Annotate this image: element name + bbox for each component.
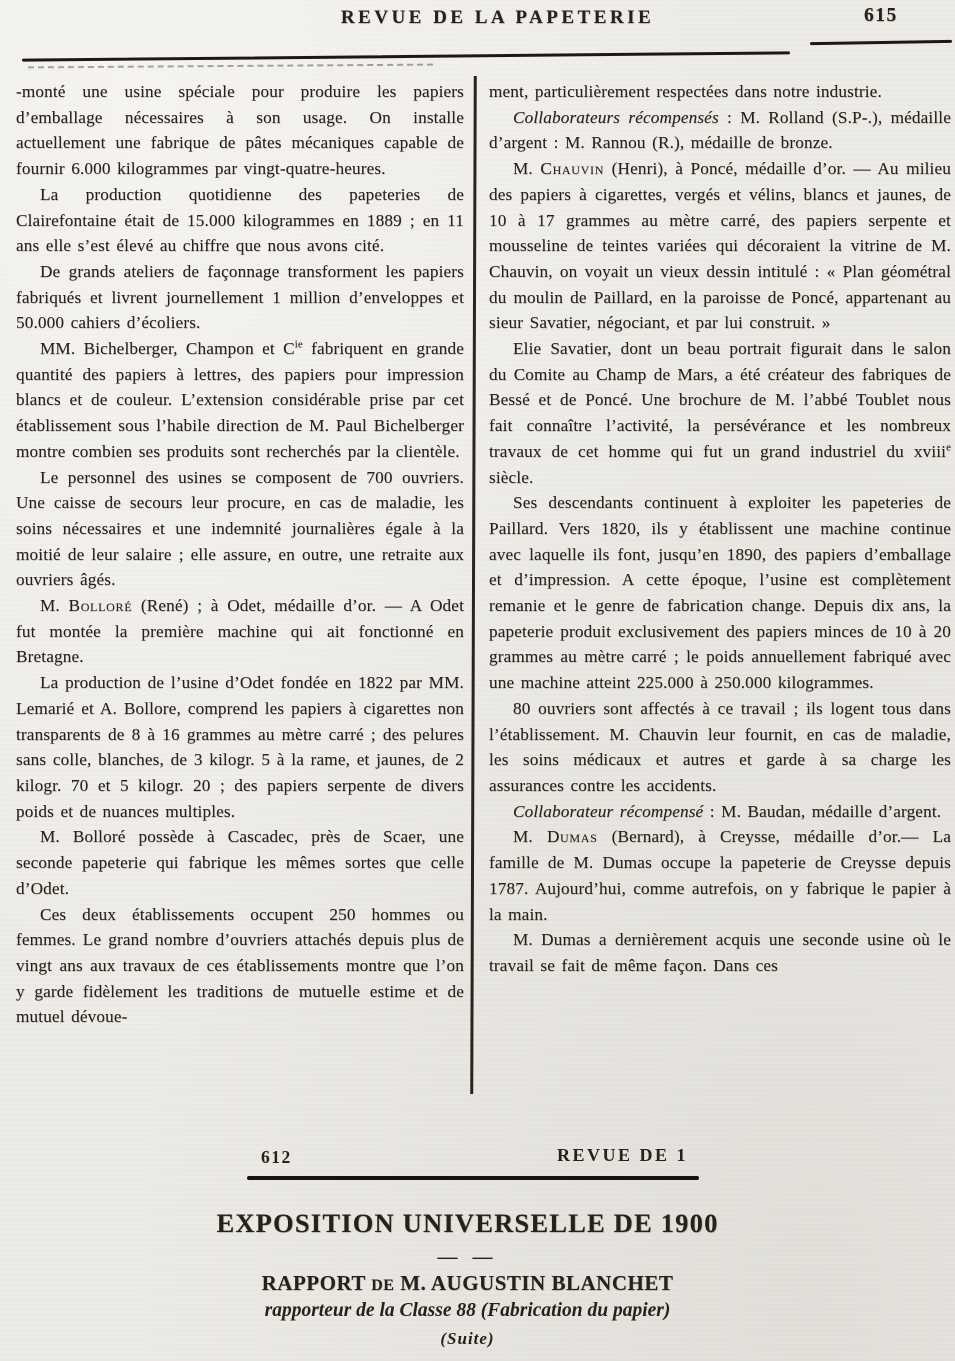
text-run: La production de l’usine d’Odet fondée en 1822 par MM. Lemarié et A. Bollore, comprend les papiers à cigarettes non transparents de 8 à 16 grammes au mètre carré ; des pelures sans colle, blanches, de 3 kilogr. 5 à la rame, et jaunes, de 2 kilogr. 70 et 5 kilogr. 20 ; des papiers serpente de divers poids et de nuances multiples. [16,673,464,821]
text-run: (Bernard), à Creysse, médaille d’or.— La famille de M. Dumas occupe la papeterie de Creysse depuis 1787. Aujourd’hui, comme autrefois, on y fabrique le papier à la main. [489,827,951,924]
text-run: Ces deux établissements occupent 250 hommes ou femmes. Le grand nombre d’ouvriers attachés depuis plus de vingt ans aux travaux de ces établissements montre que l’on y garde fidèlement les traditions de mutuelle estime et de mutuel dévoue- [16,904,464,1027]
paragraph [489,927,951,978]
italic-lead: Collaborateurs récompensés [513,107,719,127]
italic-lead: Collaborateur récompensé [513,801,704,821]
title-divider: — — [437,1246,498,1268]
text-run: MM. Bichelberger, Champon et C [40,339,295,359]
text-run: M. AUGUSTIN BLANCHET [394,1271,674,1295]
paragraph [489,696,951,799]
page-number: 615 [864,5,898,26]
text-run: M. Dumas a dernièrement acquis une seconde usine où le travail se fait de même façon. Dans ces [489,930,951,975]
report-title [195,1271,740,1296]
text-run: Elie Savatier, dont un beau portrait figurait dans le salon du Comite au Champ de Mars, a été créateur des fabriques de Bessé et de Poncé. Une brochure de M. l’abbé Toublet nous fait connaître l’activité, la persévérance et les nombreux travaux de cet homme qui fut un grand industriel du xviii [489,339,951,461]
paragraph [16,824,464,901]
header-rule-left [22,51,790,61]
text-run: Le personnel des usines se composent de 700 ouvriers. Une caisse de secours leur procure, en cas de maladie, les soins nécessaires et une indemnité journalières égale à la moitié de leur salaire ; elle assure, en outre, une retraite aux ouvriers âgés. [16,467,464,590]
text-run: M. [513,827,547,847]
text-run: -monté une usine spéciale pour produire les papiers d’emballage nécessaires à son usage. On installe actuellement une fabrique de pâtes mécaniques capable de fournir 6.000 kilogrammes par vingt-quatre-heures. [16,82,464,179]
column-divider [470,76,476,1094]
smallcaps-name: Bolloré [68,596,133,616]
section-title: EXPOSITION UNIVERSELLE DE 1900 [216,1208,719,1238]
header-rule-remnant [28,64,433,69]
next-page-fragment [195,1140,740,1361]
page-number: 612 [261,1147,292,1167]
superscript-text: ie [294,339,303,351]
suite-label: (Suite) [440,1329,495,1348]
text-run: De grands ateliers de façonnage transforment les papiers fabriqués et livrent journellement 1 million d’enveloppes et 50.000 cahiers d’écoliers. [16,261,464,333]
paragraph [16,465,464,594]
small-text: DE [371,1277,395,1294]
text-run: Ses descendants continuent à exploiter les papeteries de Paillard. Vers 1820, ils y établissent une machine continue avec laquelle ils font, jusqu’en 1890, des papiers d’emballage et d’impression. A cette époque, l’usine est complètement remanie et le genre de fabrication change. Depuis dix ans, la papeterie produit exclusivement des papiers minces de 10 à 20 grammes au mètre carré ; le poids annuellement fabriqué avec une machine atteint 225.000 à 250.000 kilogrammes. [489,493,951,693]
text-run: fabriquent en grande quantité des papiers à lettres, des papiers pour impression blancs et de couleur. L’extension considérable prise par cet établissement sous l’habile direction de M. Paul Bichelberger montre combien ses produits sont recherchés par la clientèle. [16,339,465,461]
superscript-text: e [946,442,951,454]
text-run: : M. Rolland (S.P-.), médaille d’argent : M. Rannou (R.), médaille de bronze. [489,107,951,153]
paragraph [16,670,464,824]
journal-title-fragment: REVUE DE 1 [557,1145,689,1165]
paragraph [16,336,464,465]
header-rule [247,1176,699,1180]
text-run: ment, particulièrement respectées dans notre industrie. [489,82,882,101]
paragraph [489,799,951,825]
right-column [489,79,951,979]
text-run: : M. Baudan, médaille d’argent. [703,801,942,821]
paragraph [16,259,464,336]
text-run: M. [513,159,541,179]
paragraph [489,105,951,156]
text-run: siècle. [489,467,534,487]
left-column [16,79,464,1030]
paragraph [16,182,464,259]
text-run: 80 ouvriers sont affectés à ce travail ; ils logent tous dans l’établissement. M. Chauvin leur fournit, en cas de maladie, les soins médicaux et autres et garde à sa charge les assurances contre les accidents. [489,698,951,795]
text-run: M. [40,596,69,616]
paragraph [16,79,464,182]
paragraph [489,490,951,696]
paragraph [489,336,951,490]
report-subtitle: rapporteur de la Classe 88 (Fabrication du papier) [264,1300,671,1321]
text-run: (René) ; à Odet, médaille d’or. — A Odet fut montée la première machine qui ait fonctionné en Bretagne. [16,596,464,667]
text-run: M. Bolloré possède à Cascadec, près de Scaer, une seconde papeterie qui fabrique les mêmes sortes que celle d’Odet. [16,827,464,898]
header-rule-right [810,40,952,45]
paragraph [489,79,951,105]
smallcaps-name: Chauvin [540,159,605,179]
paragraph [489,156,951,336]
journal-title: REVUE DE LA PAPETERIE [340,7,655,28]
text-run: RAPPORT [261,1271,372,1295]
text-run: La production quotidienne des papeteries de Clairefontaine était de 15.000 kilogrammes en 1889 ; en 11 ans elle s’est élevé au chiffre que nous avons cité. [16,184,464,256]
smallcaps-name: Dumas [546,827,598,847]
paragraph [16,593,464,670]
text-run: (Henri), à Poncé, médaille d’or. — Au milieu des papiers à cigarettes, vergés et vélins, blancs et jaunes, de 10 à 17 grammes au mètre carré, des papiers serpente et mousseline de teintes variées qui décoraient la vitrine de M. Chauvin, on voyait un vieux dessin intitulé : « Plan géométral du moulin de Paillard, en la paroisse de Poncé, appartenant au sieur Savatier, négociant, et par lui construit. » [489,159,951,333]
paragraph [489,824,951,927]
paragraph [16,902,464,1031]
